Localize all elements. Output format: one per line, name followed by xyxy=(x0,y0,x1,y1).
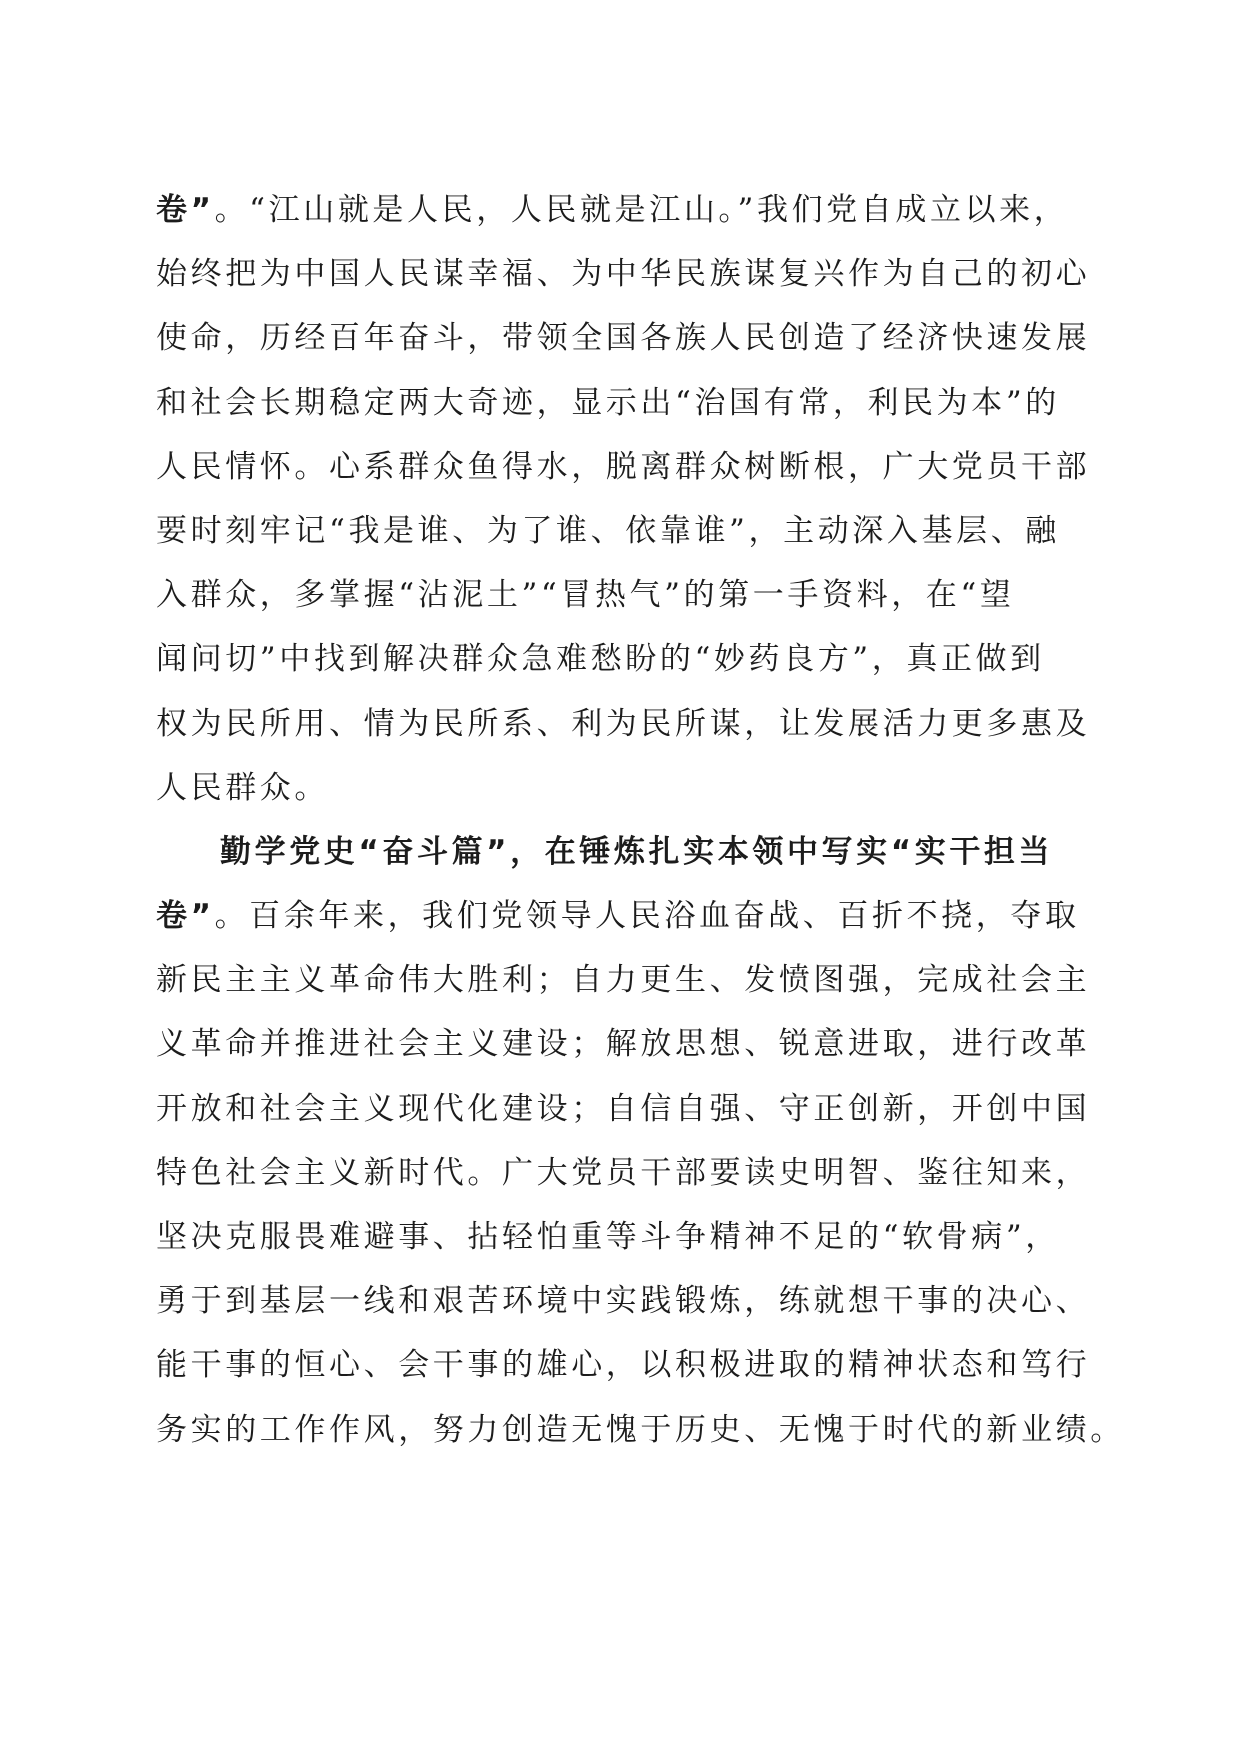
section-heading: 勤学党史“奋斗篇”，在锤炼扎实本领中写实“实干担当 xyxy=(220,833,1054,870)
text-line: 入群众，多掌握“沾泥土”“冒热气”的第一手资料，在“望 xyxy=(156,577,1015,614)
text-line: 勇于到基层一线和艰苦环境中实践锻炼，练就想干事的决心、 xyxy=(156,1283,1091,1320)
text-line: 务实的工作作风，努力创造无愧于历史、无愧于时代的新业绩。 xyxy=(156,1411,1125,1448)
bold-phrase: 卷” xyxy=(156,898,215,935)
text-line: 新民主主义革命伟大胜利；自力更生、发愤图强，完成社会主 xyxy=(156,962,1091,999)
text-line: 权为民所用、情为民所系、利为民所谋，让发展活力更多惠及 xyxy=(156,705,1091,742)
paragraph-people xyxy=(156,178,1096,820)
text-line: 特色社会主义新时代。广大党员干部要读史明智、鉴往知来， xyxy=(156,1154,1091,1191)
text-line: 始终把为中国人民谋幸福、为中华民族谋复兴作为自己的初心 xyxy=(156,256,1091,293)
text-line: 开放和社会主义现代化建设；自信自强、守正创新，开创中国 xyxy=(156,1090,1091,1127)
text-line: 闻问切”中找到解决群众急难愁盼的“妙药良方”，真正做到 xyxy=(156,641,1045,678)
text-line: 坚决克服畏难避事、拈轻怕重等斗争精神不足的“软骨病”， xyxy=(156,1219,1060,1255)
text-line: 义革命并推进社会主义建设；解放思想、锐意进取，进行改革 xyxy=(156,1026,1091,1063)
text-line: 人民情怀。心系群众鱼得水，脱离群众树断根，广大党员干部 xyxy=(156,448,1091,485)
text-line: 卷”。“江山就是人民，人民就是江山。”我们党自成立以来， xyxy=(156,192,1069,228)
bold-phrase: 卷” xyxy=(156,192,215,228)
text-line: 和社会长期稳定两大奇迹，显示出“治国有常，利民为本”的 xyxy=(156,384,1060,421)
paragraph-struggle xyxy=(156,820,1125,1462)
text-line: 人民群众。 xyxy=(156,769,329,806)
text-line: 使命，历经百年奋斗，带领全国各族人民创造了经济快速发展 xyxy=(156,320,1091,357)
document-body xyxy=(156,178,1125,1462)
text-line: 卷”。百余年来，我们党领导人民浴血奋战、百折不挠，夺取 xyxy=(156,898,1080,935)
text-line: 要时刻牢记“我是谁、为了谁、依靠谁”，主动深入基层、融 xyxy=(156,512,1060,549)
text-line: 能干事的恒心、会干事的雄心，以积极进取的精神状态和笃行 xyxy=(156,1347,1091,1384)
